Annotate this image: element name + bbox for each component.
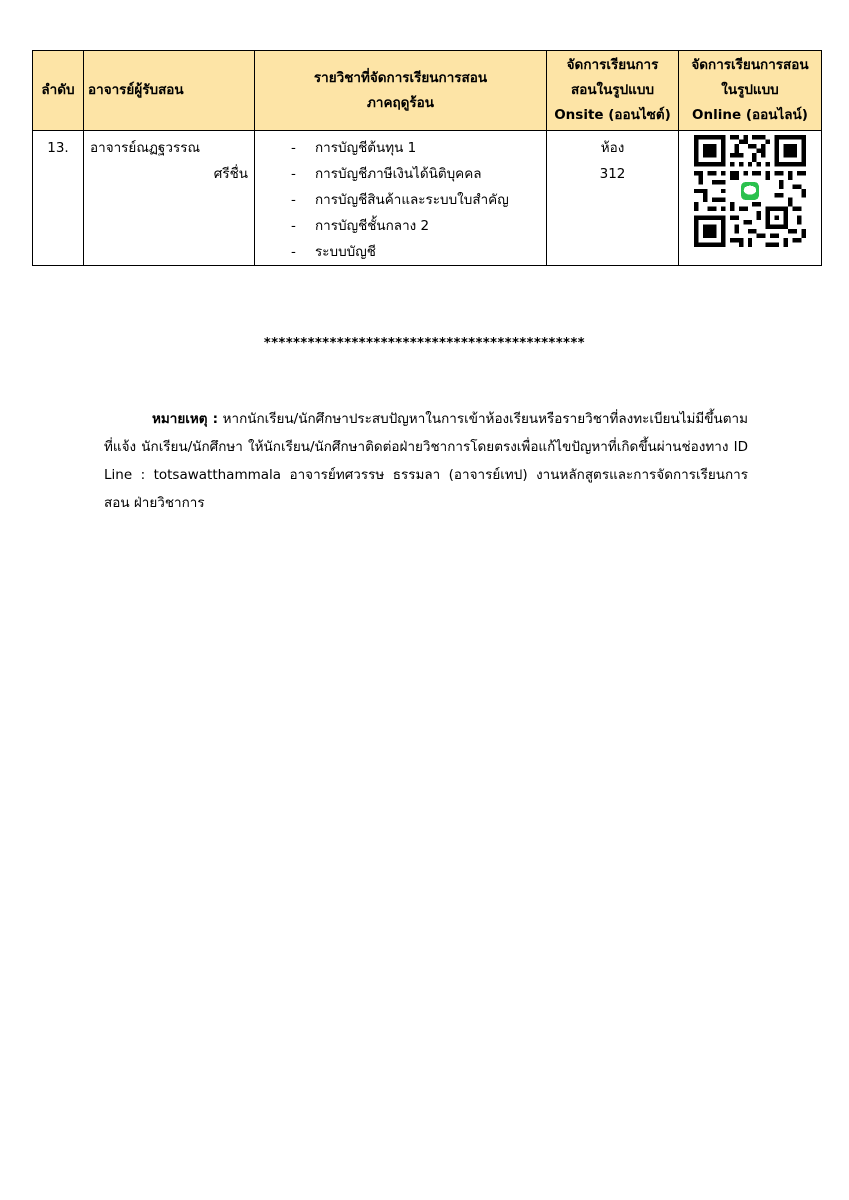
header-onsite-line1: จัดการเรียนการ	[566, 57, 659, 73]
row-no: 13.	[33, 131, 84, 266]
header-subjects	[255, 51, 547, 131]
subject-item: - การบัญชีต้นทุน 1	[261, 135, 540, 161]
header-subjects-line2: ภาคฤดูร้อน	[366, 94, 435, 111]
row-onsite	[547, 131, 679, 266]
note-label: หมายเหตุ :	[152, 411, 218, 427]
teacher-surname: ศรีชื่น	[213, 166, 248, 182]
onsite-room-number: 312	[599, 166, 626, 182]
subject-item: - การบัญชีสินค้าและระบบใบสำคัญ	[261, 187, 540, 213]
header-onsite-line3: Onsite (ออนไซต์)	[554, 107, 671, 123]
header-no: ลำดับ	[33, 51, 84, 131]
subject-label: การบัญชีภาษีเงินได้นิติบุคคล	[315, 166, 482, 182]
subject-item: - ระบบบัญชี	[261, 239, 540, 265]
header-online-line3: Online (ออนไลน์)	[692, 107, 808, 123]
table-row	[33, 131, 822, 266]
line-qr-code-icon[interactable]	[694, 135, 806, 247]
row-subjects	[255, 131, 547, 266]
subject-item: - การบัญชีชั้นกลาง 2	[261, 213, 540, 239]
row-online	[679, 131, 822, 266]
header-subjects-line1: รายวิชาที่จัดการเรียนการสอน	[313, 69, 488, 86]
header-online-line2: ในรูปแบบ	[721, 82, 779, 98]
subject-label: ระบบบัญชี	[315, 244, 376, 260]
subject-label: การบัญชีสินค้าและระบบใบสำคัญ	[315, 192, 509, 208]
subject-label: การบัญชีต้นทุน 1	[315, 140, 417, 156]
schedule-table	[32, 50, 822, 266]
row-teacher	[84, 131, 255, 266]
separator-stars: ********************************************	[263, 336, 586, 351]
header-online	[679, 51, 822, 131]
header-onsite	[547, 51, 679, 131]
onsite-room-label: ห้อง	[600, 140, 625, 156]
header-teacher: อาจารย์ผู้รับสอน	[84, 51, 255, 131]
header-onsite-line2: สอนในรูปแบบ	[570, 82, 655, 98]
subject-label: การบัญชีชั้นกลาง 2	[315, 218, 430, 234]
subject-list	[261, 135, 540, 265]
header-online-line1: จัดการเรียนการสอน	[691, 57, 809, 73]
teacher-name: อาจารย์ณฏฐวรรณ	[90, 140, 200, 156]
note-text: หากนักเรียน/นักศึกษาประสบปัญหาในการเข้าห้องเรียนหรือรายวิชาที่ลงทะเบียนไม่มีขึ้นตามที่แจ้ง นักเรียน/นักศึกษา ให้นักเรียน/นักศึกษาติดต่อฝ่ายวิชาการโดยตรงเพื่อแก้ไขปัญหาที่เกิดขึ้นผ่านช่องทาง ID Line : totsawatthammala อาจารย์ทศวรรษ ธรรมลา (อาจารย์เทป) งานหลักสูตรและการจัดการเรียนการสอน ฝ่ายวิชาการ	[104, 411, 748, 511]
note-paragraph	[104, 405, 748, 517]
subject-item: - การบัญชีภาษีเงินได้นิติบุคคล	[261, 161, 540, 187]
table-header-row	[33, 51, 822, 131]
